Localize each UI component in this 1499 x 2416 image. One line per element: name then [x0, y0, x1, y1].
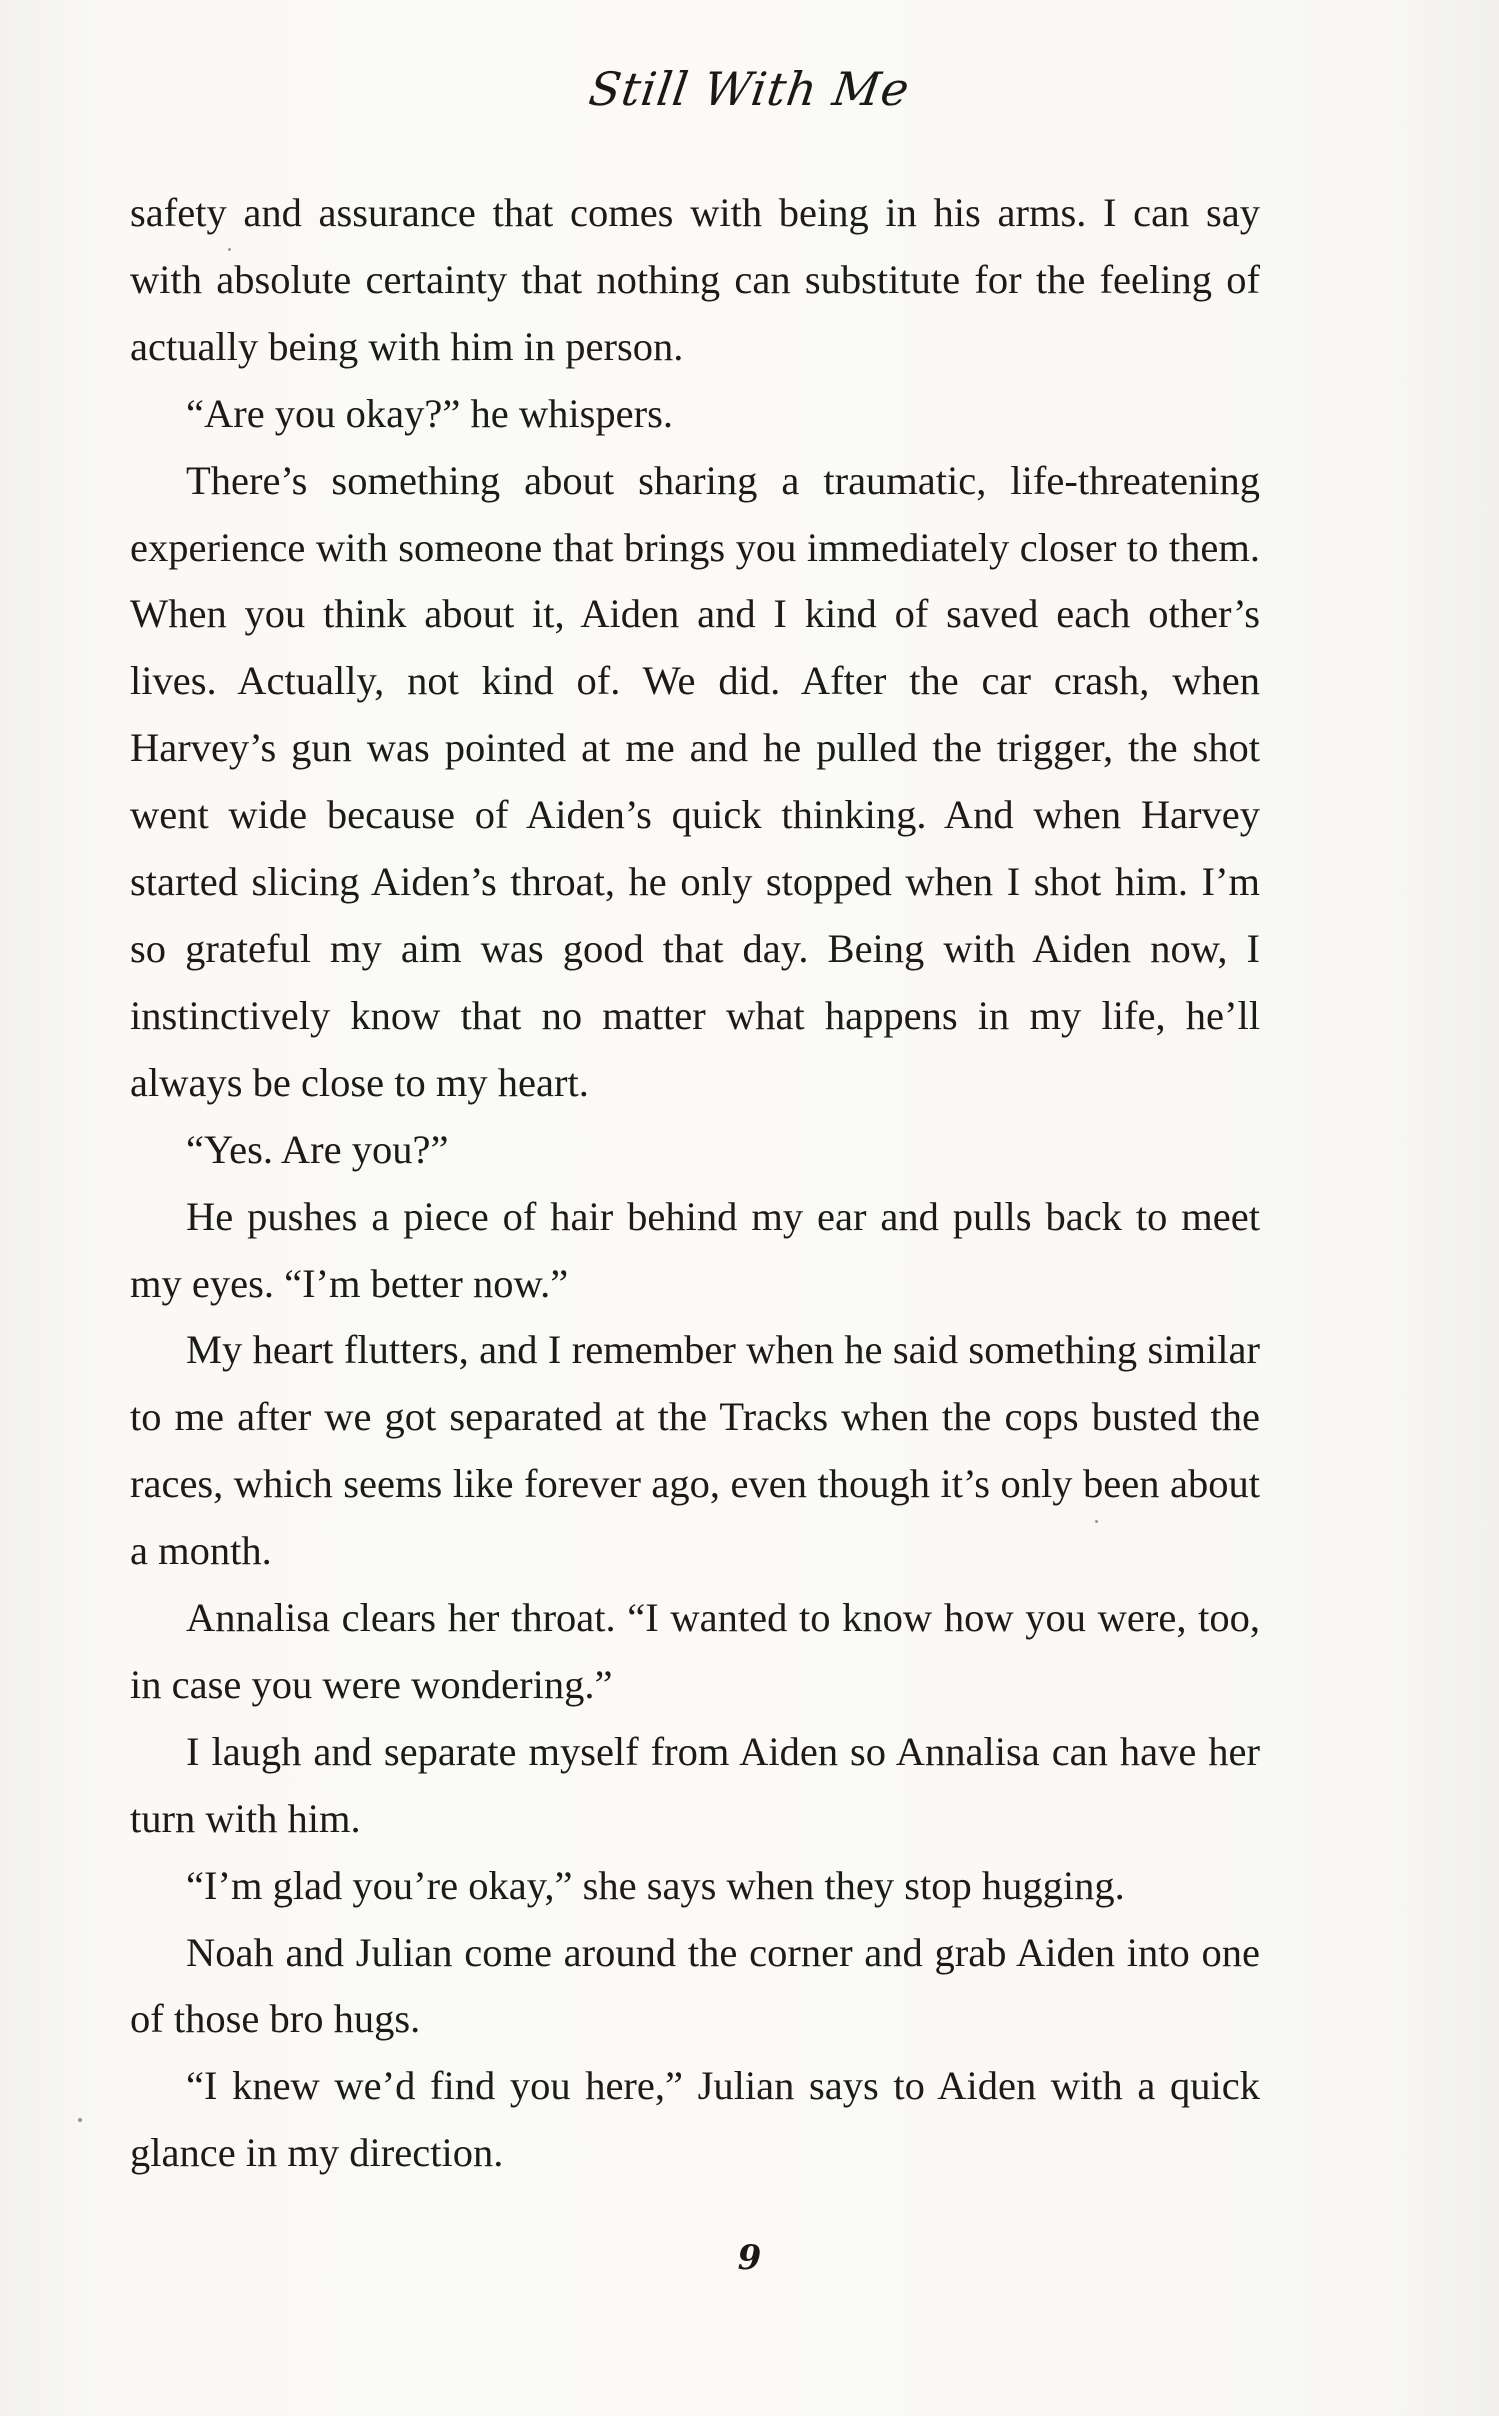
paragraph: Annalisa clears her throat. “I wanted to know how you were, too, in case you were wondering.” [130, 1595, 1260, 1707]
paper-speck [228, 248, 231, 251]
paragraph: He pushes a piece of hair behind my ear and pulls back to meet my eyes. “I’m better now.” [130, 1193, 1260, 1306]
paragraph: “Are you okay?” he whispers. [186, 390, 673, 436]
body-text [130, 180, 1260, 2187]
paper-speck [78, 2118, 82, 2122]
paragraph: “Yes. Are you?” [186, 1126, 449, 1172]
running-head: Still With Me [585, 62, 914, 116]
paragraph: safety and assurance that comes with being in his arms. I can say with absolute certainty that nothing can substitute for the feeling of actually being with him in person. [130, 190, 1260, 369]
paragraph: Noah and Julian come around the corner and grab Aiden into one of those bro hugs. [130, 1929, 1260, 2042]
paragraph: I laugh and separate myself from Aiden so Annalisa can have her turn with him. [130, 1728, 1260, 1841]
paper-speck [1095, 1520, 1098, 1523]
paragraph: “I knew we’d find you here,” Julian says to Aiden with a quick glance in my direction. [130, 2063, 1260, 2176]
paragraph: My heart flutters, and I remember when he said something similar to me after we got separated at the Tracks when the cops busted the races, which seems like forever ago, even though it’s only been about a month. [130, 1327, 1260, 1574]
paragraph: There’s something about sharing a traumatic, life-threatening experience with someone that brings you immediately closer to them. When you think about it, Aiden and I kind of saved each other’s lives. Actually, not kind of. We did. After the car crash, when Harvey’s gun was pointed at me and he pulled the trigger, the shot went wide because of Aiden’s quick thinking. And when Harvey started slicing Aiden’s throat, he only stopped when I shot him. I’m so grateful my aim was good that day. Being with Aiden now, I instinctively know that no matter what happens in my life, he’ll always be close to my heart. [130, 457, 1260, 1105]
paragraph: “I’m glad you’re okay,” she says when they stop hugging. [186, 1862, 1125, 1908]
page-number: 9 [737, 2238, 762, 2278]
